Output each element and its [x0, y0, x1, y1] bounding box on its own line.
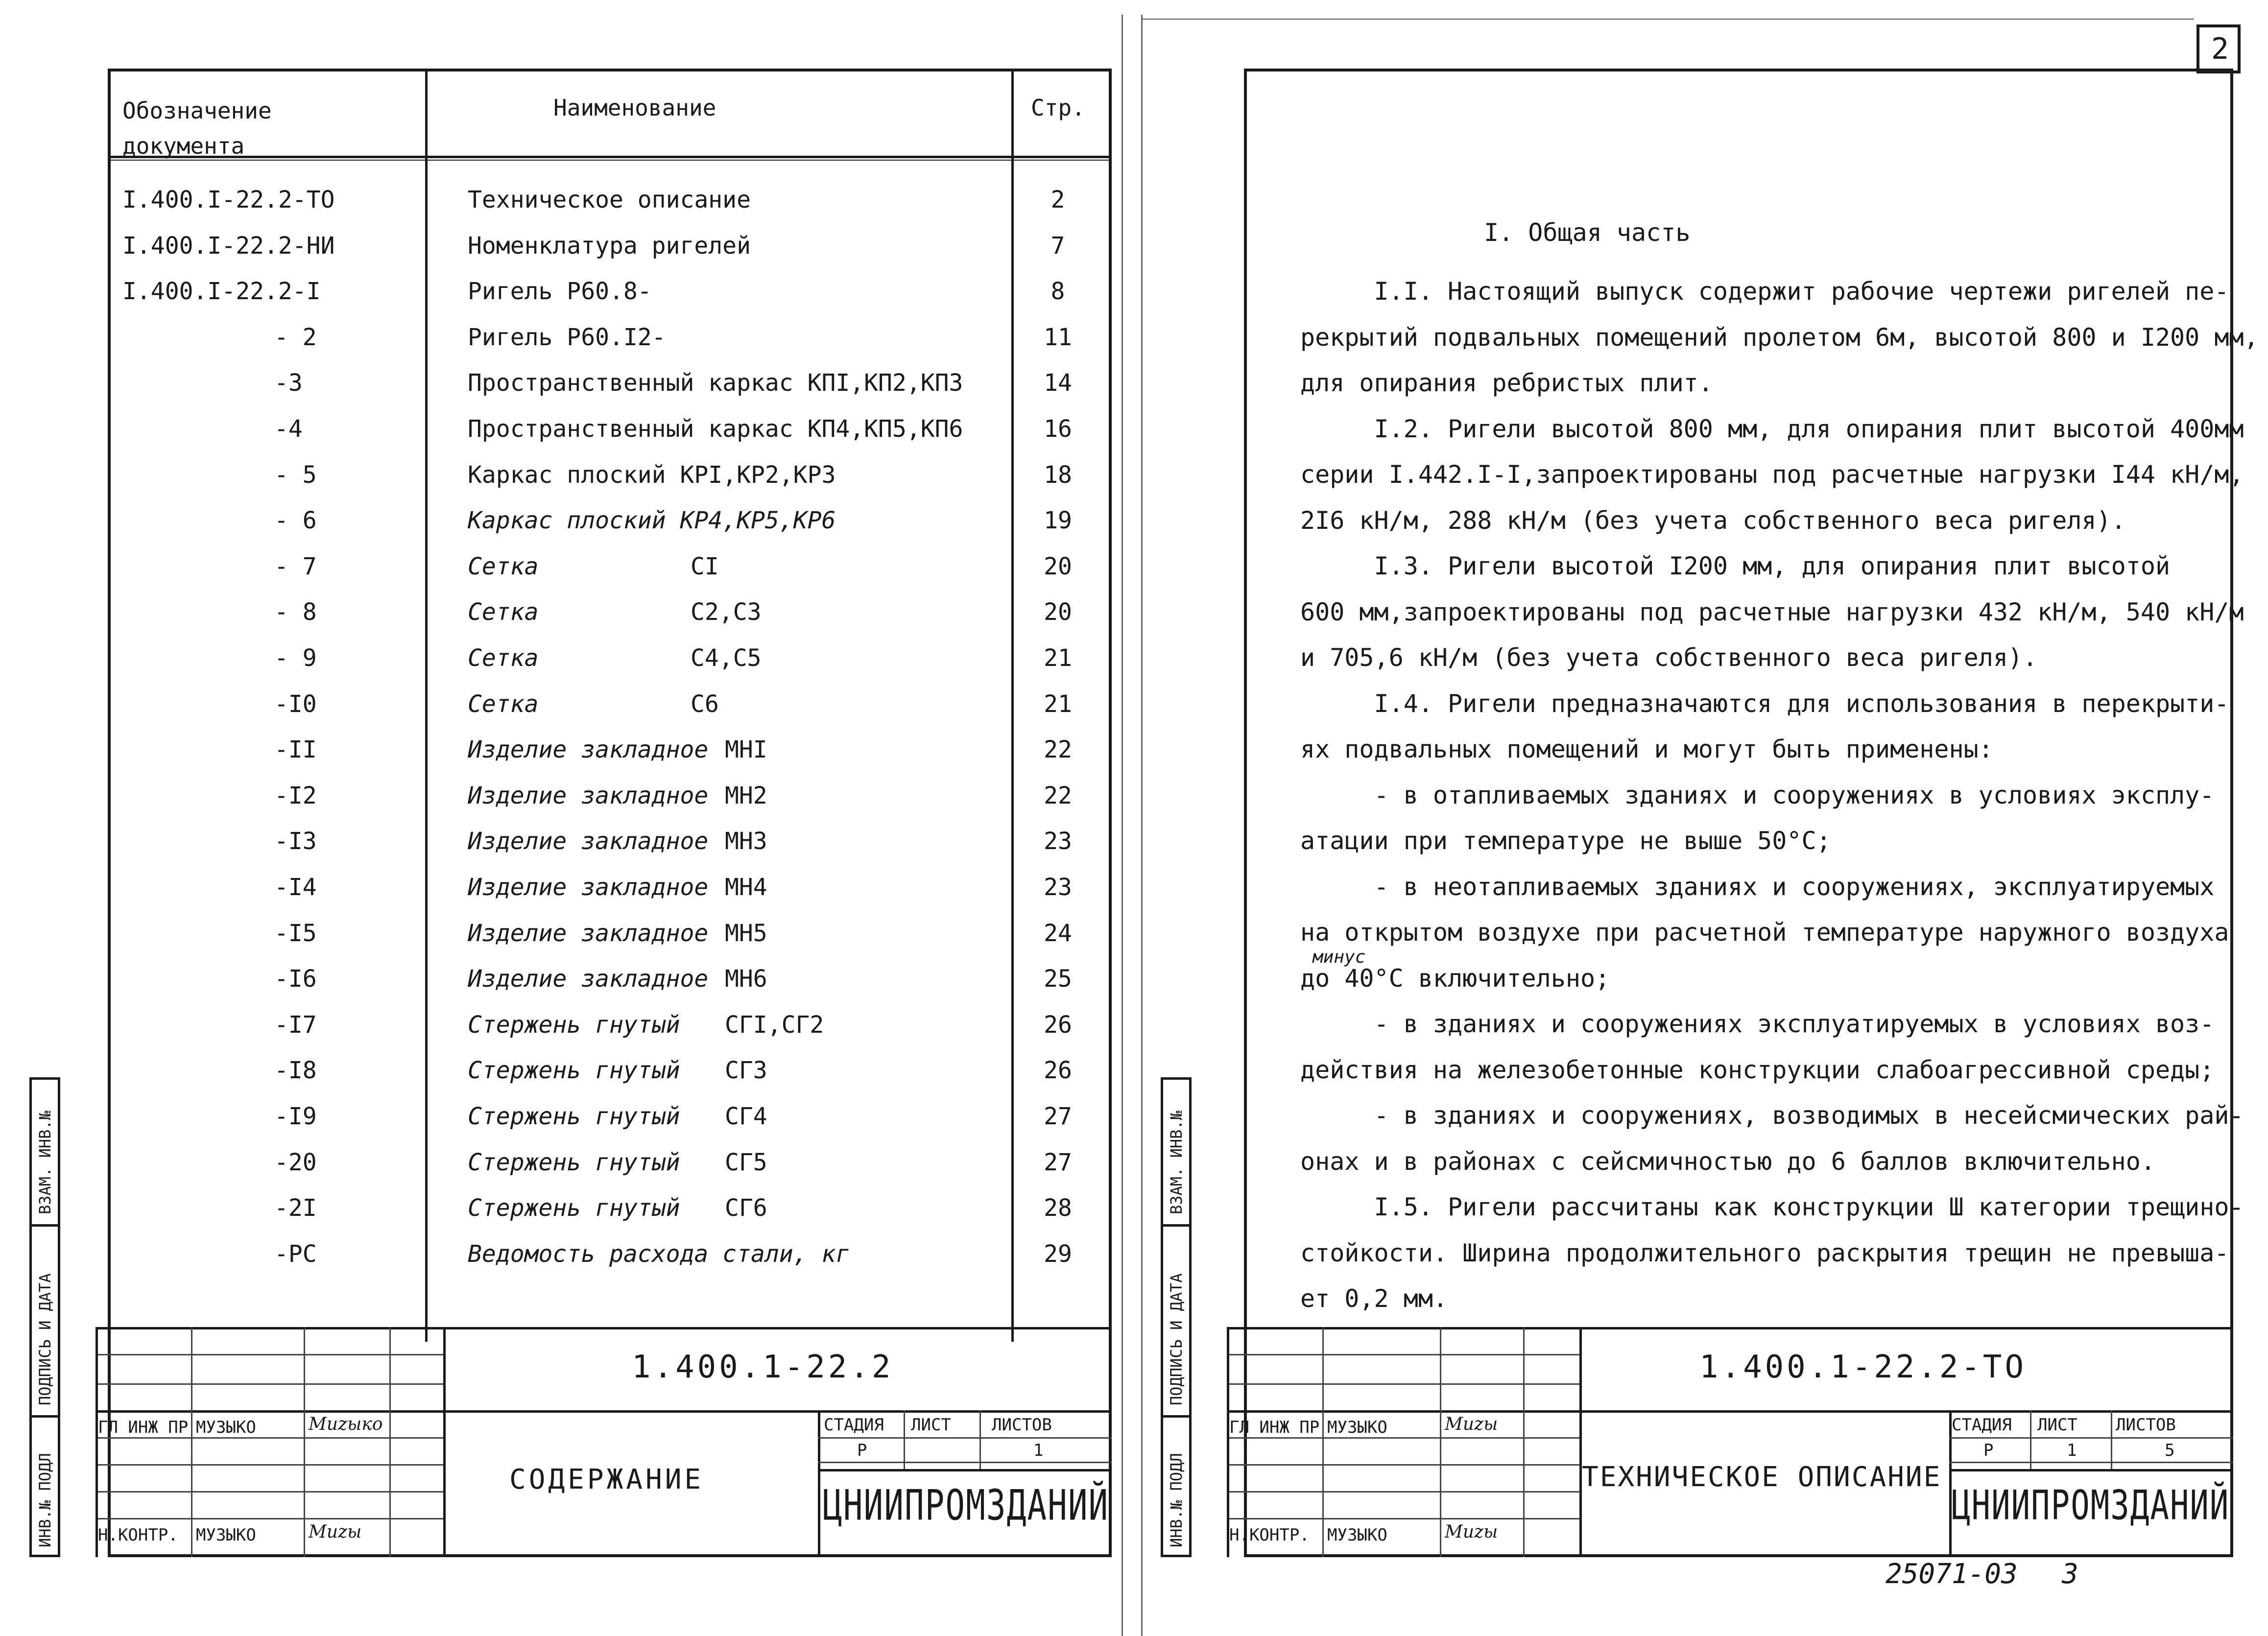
body-line: и 705,6 кН/м (без учета собственного веса ригеля).: [1300, 643, 2038, 672]
row-page: 11: [1044, 324, 1072, 351]
row-page: 21: [1044, 644, 1072, 672]
archive-number: 25071-03: [1886, 1558, 2018, 1590]
row-designation: -I3: [274, 828, 317, 855]
left-margin-line: [29, 1077, 32, 1557]
row-page: 20: [1044, 598, 1072, 626]
right-stamp-signature1: Muzы: [1445, 1414, 1498, 1434]
row-name: Изделие закладное: [468, 782, 709, 809]
minus-note: минус: [1313, 947, 1366, 967]
section-heading: I. Общая часть: [1484, 218, 1691, 247]
left-stamp-stage-label: СТАДИЯ: [824, 1415, 884, 1435]
right-margin-rule: [1161, 1555, 1190, 1557]
row-page: 28: [1044, 1194, 1072, 1222]
right-stamp-role2: Н.КОНТР.: [1229, 1525, 1310, 1545]
left-stamp-org: ЦНИИПРОМЗДАНИЙ: [823, 1481, 1109, 1530]
row-page: 7: [1050, 232, 1065, 260]
header-designation: Обозначение документа: [122, 97, 272, 159]
row-name: Сетка: [468, 644, 539, 672]
right-stamp-sheet: 1: [2067, 1441, 2077, 1460]
row-designation: - 2: [274, 324, 317, 351]
row-designation: -20: [274, 1149, 317, 1176]
body-line: I.I. Настоящий выпуск содержит рабочие чертежи ригелей пе-: [1300, 277, 2229, 306]
row-designation: -I0: [274, 690, 317, 718]
row-item-code: СГ5: [725, 1149, 767, 1176]
row-designation: -4: [274, 415, 303, 443]
row-designation: I.400.I-22.2-I: [122, 278, 321, 305]
left-margin-rule: [29, 1224, 59, 1227]
row-item-code: CI: [691, 553, 719, 580]
row-item-code: МН3: [725, 828, 767, 855]
left-margin-podpis: ПОДПИСЬ И ДАТА: [36, 1273, 54, 1405]
left-stamp-sheets-label: ЛИСТОВ: [992, 1415, 1052, 1435]
row-item-code: СГ6: [725, 1194, 767, 1222]
body-line: для опирания ребристых плит.: [1300, 369, 1713, 397]
row-item-code: МН2: [725, 782, 767, 809]
right-stamp-name2: МУЗЫКО: [1327, 1525, 1387, 1545]
row-name: Изделие закладное: [468, 920, 709, 947]
row-name: Изделие закладное: [468, 874, 709, 901]
right-margin-line-2: [1189, 1077, 1192, 1557]
row-name: Стержень гнутый: [468, 1149, 680, 1176]
left-stamp-sheet: 1: [1033, 1441, 1044, 1460]
left-margin-line-2: [58, 1077, 60, 1557]
left-margin-rule: [29, 1077, 59, 1080]
row-page: 24: [1044, 920, 1072, 947]
row-name: Номенклатура ригелей: [468, 232, 751, 260]
header-page: Стр.: [1031, 95, 1085, 121]
row-page: 23: [1044, 828, 1072, 855]
row-name: Стержень гнутый: [468, 1194, 680, 1222]
row-designation: - 6: [274, 507, 317, 534]
page-number: 2: [2211, 32, 2229, 66]
row-page: 19: [1044, 507, 1072, 534]
body-line: онах и в районах с сейсмичностью до 6 баллов включительно.: [1300, 1147, 2155, 1176]
row-page: 2: [1050, 186, 1065, 213]
left-margin-rule: [29, 1555, 59, 1557]
row-name: Сетка: [468, 598, 539, 626]
right-stamp-title: ТЕХНИЧЕСКОЕ ОПИСАНИЕ: [1582, 1461, 1942, 1493]
row-page: 26: [1044, 1011, 1072, 1039]
body-line: атации при температуре не выше 50°С;: [1300, 827, 1831, 855]
row-designation: -РС: [274, 1240, 317, 1268]
row-designation: -I9: [274, 1103, 317, 1130]
body-line: I.3. Ригели высотой I200 мм, для опирания плит высотой: [1300, 552, 2171, 580]
row-designation: - 8: [274, 598, 317, 626]
body-line: I.5. Ригели рассчитаны как конструкции Ш категории трещино-: [1300, 1193, 2244, 1221]
body-line: 600 мм,запроектированы под расчетные нагрузки 432 кН/м, 540 кН/м: [1300, 598, 2244, 626]
row-name: Стержень гнутый: [468, 1103, 680, 1130]
row-designation: -I8: [274, 1057, 317, 1084]
left-stamp-signature1: Muzыко: [309, 1414, 383, 1434]
left-stamp-title: СОДЕРЖАНИЕ: [509, 1464, 704, 1495]
right-margin-line: [1161, 1077, 1163, 1557]
left-stamp-name2: МУЗЫКО: [196, 1525, 256, 1545]
right-margin-vzam: ВЗАМ. ИНВ.№: [1167, 1111, 1186, 1214]
row-designation: -I6: [274, 965, 317, 993]
top-dashed-edge: [1141, 19, 2194, 20]
row-name: Ригель Р60.I2-: [468, 324, 666, 351]
row-item-code: СГI,СГ2: [725, 1011, 824, 1039]
left-stamp-name1: МУЗЫКО: [196, 1418, 256, 1437]
body-line: ях подвальных помещений и могут быть применены:: [1300, 735, 1993, 763]
row-designation: - 9: [274, 644, 317, 672]
body-line: стойкости. Ширина продолжительного раскрытия трещин не превыша-: [1300, 1239, 2229, 1267]
archive-page: 3: [2062, 1558, 2078, 1590]
row-name: Изделие закладное: [468, 828, 709, 855]
left-stamp-code: 1.400.1-22.2: [632, 1349, 894, 1385]
row-name: Техническое описание: [468, 186, 751, 213]
header-name: Наименование: [553, 95, 716, 121]
left-col-divider-1: [425, 69, 428, 1342]
row-item-code: СГ3: [725, 1057, 767, 1084]
body-line: рекрытий подвальных помещений пролетом 6м, высотой 800 и I200 мм,: [1300, 323, 2259, 352]
right-stamp-sheets: 5: [2165, 1441, 2175, 1460]
body-line: - в отапливаемых зданиях и сооружениях в условиях эксплу-: [1300, 781, 2215, 809]
right-margin-rule: [1161, 1077, 1190, 1080]
row-designation: - 5: [274, 461, 317, 489]
page-separator-left: [1122, 15, 1123, 1636]
body-line: до 40°С включительно;: [1300, 964, 1610, 993]
row-designation: -I7: [274, 1011, 317, 1039]
row-name: Изделие закладное: [468, 736, 709, 763]
row-page: 14: [1044, 369, 1072, 397]
right-stamp-sheets-label: ЛИСТОВ: [2116, 1415, 2176, 1435]
row-designation: -I4: [274, 874, 317, 901]
left-stamp-signature2: Muzы: [309, 1522, 362, 1542]
right-stamp-stage: Р: [1983, 1441, 1994, 1460]
left-stamp-stage: Р: [857, 1441, 867, 1460]
row-page: 23: [1044, 874, 1072, 901]
body-line: I.2. Ригели высотой 800 мм, для опирания плит высотой 400мм: [1300, 415, 2244, 443]
body-line: I.4. Ригели предназначаются для использования в перекрыти-: [1300, 689, 2229, 718]
row-designation: -3: [274, 369, 303, 397]
row-name: Стержень гнутый: [468, 1057, 680, 1084]
row-designation: I.400.I-22.2-НИ: [122, 232, 335, 260]
right-stamp-org: ЦНИИПРОМЗДАНИЙ: [1952, 1482, 2230, 1530]
row-page: 20: [1044, 553, 1072, 580]
row-designation: -I2: [274, 782, 317, 809]
row-name: Каркас плоский КР4,КР5,КР6: [468, 507, 836, 534]
row-page: 29: [1044, 1240, 1072, 1268]
row-page: 27: [1044, 1149, 1072, 1176]
row-name: Сетка: [468, 553, 539, 580]
right-margin-inv: ИНВ.№ ПОДЛ: [1167, 1453, 1186, 1547]
row-page: 25: [1044, 965, 1072, 993]
row-page: 26: [1044, 1057, 1072, 1084]
left-margin-vzam: ВЗАМ. ИНВ.№: [36, 1111, 54, 1214]
row-item-code: С4,С5: [691, 644, 762, 672]
right-margin-rule: [1161, 1224, 1190, 1227]
left-margin-inv: ИНВ.№ ПОДЛ: [36, 1453, 54, 1547]
row-name: Каркас плоский КРI,КР2,КР3: [468, 461, 836, 489]
body-line: - в зданиях и сооружениях эксплуатируемых в условиях воз-: [1300, 1010, 2215, 1038]
body-line: действия на железобетонные конструкции слабоагрессивной среды;: [1300, 1056, 2215, 1084]
left-stamp-role1: ГЛ ИНЖ ПР: [98, 1418, 189, 1437]
row-designation: I.400.I-22.2-ТО: [122, 186, 335, 213]
row-item-code: МНI: [725, 736, 767, 763]
body-line: ет 0,2 мм.: [1300, 1284, 1448, 1313]
right-stamp-signature2: Muzы: [1445, 1522, 1498, 1542]
row-name: Сетка: [468, 690, 539, 718]
row-page: 8: [1050, 278, 1065, 305]
body-line: - в неотапливаемых зданиях и сооружениях, эксплуатируемых: [1300, 873, 2215, 901]
right-stamp-role1: ГЛ ИНЖ ПР: [1229, 1418, 1320, 1437]
body-line: серии I.442.I-I,запроектированы под расчетные нагрузки I44 кН/м,: [1300, 460, 2244, 489]
page-separator-right: [1141, 15, 1143, 1636]
row-designation: -I5: [274, 920, 317, 947]
row-designation: -II: [274, 736, 317, 763]
row-item-code: МН4: [725, 874, 767, 901]
row-page: 21: [1044, 690, 1072, 718]
row-name: Ведомость расхода стали, кг: [468, 1240, 850, 1268]
right-stamp-stage-label: СТАДИЯ: [1952, 1415, 2012, 1435]
row-page: 18: [1044, 461, 1072, 489]
body-line: - в зданиях и сооружениях, возводимых в несейсмических рай-: [1300, 1101, 2244, 1130]
right-margin-rule: [1161, 1415, 1190, 1418]
row-page: 22: [1044, 736, 1072, 763]
row-name: Пространственный каркас КПI,КП2,КП3: [468, 369, 963, 397]
right-stamp-name1: МУЗЫКО: [1327, 1418, 1387, 1437]
row-page: 27: [1044, 1103, 1072, 1130]
row-designation: - 7: [274, 553, 317, 580]
right-stamp-code: 1.400.1-22.2-ТО: [1699, 1349, 2027, 1385]
left-margin-rule: [29, 1415, 59, 1418]
left-stamp-sheet-label: ЛИСТ: [911, 1415, 951, 1435]
left-stamp-role2: Н.КОНТР.: [98, 1525, 178, 1545]
row-designation: -2I: [274, 1194, 317, 1222]
row-item-code: МН5: [725, 920, 767, 947]
row-page: 22: [1044, 782, 1072, 809]
row-name: Ригель Р60.8-: [468, 278, 652, 305]
row-name: Стержень гнутый: [468, 1011, 680, 1039]
right-stamp-sheet-label: ЛИСТ: [2037, 1415, 2077, 1435]
row-item-code: С2,С3: [691, 598, 762, 626]
right-margin-podpis: ПОДПИСЬ И ДАТА: [1167, 1273, 1186, 1405]
body-line: на открытом воздухе при расчетной температуре наружного воздуха: [1300, 918, 2229, 947]
row-name: Пространственный каркас КП4,КП5,КП6: [468, 415, 963, 443]
row-page: 16: [1044, 415, 1072, 443]
row-item-code: МН6: [725, 965, 767, 993]
row-item-code: СГ4: [725, 1103, 767, 1130]
row-name: Изделие закладное: [468, 965, 709, 993]
row-item-code: С6: [691, 690, 719, 718]
body-line: 2I6 кН/м, 288 кН/м (без учета собственного веса ригеля).: [1300, 506, 2126, 535]
